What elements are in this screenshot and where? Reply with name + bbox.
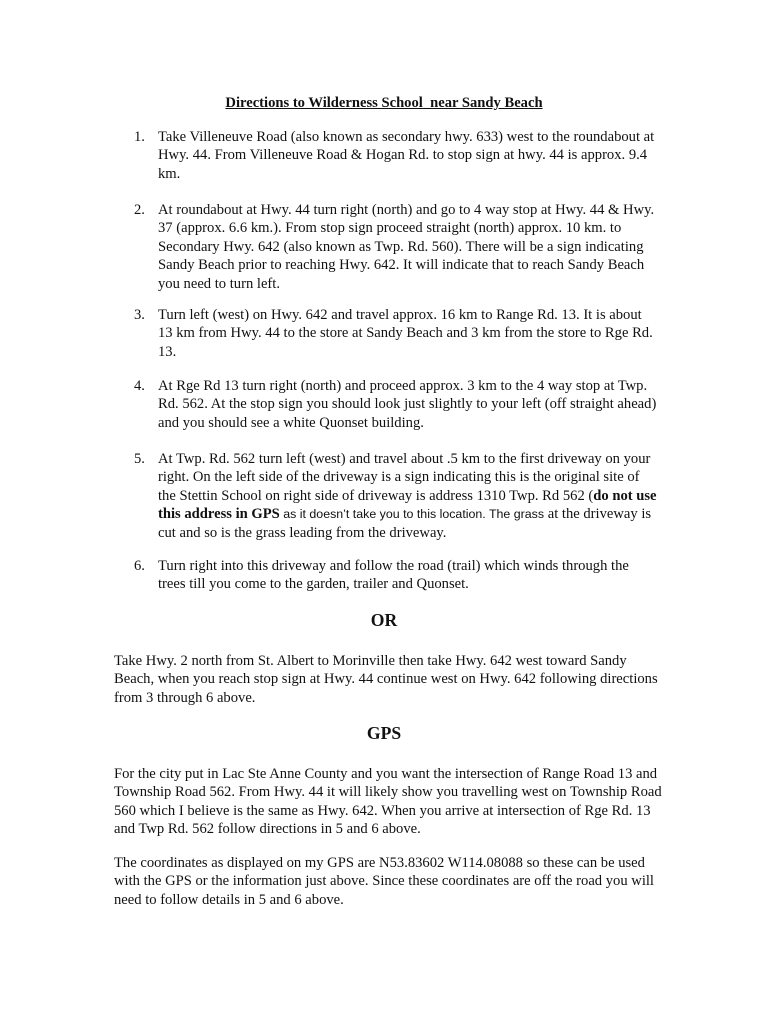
alternate-route-paragraph: Take Hwy. 2 north from St. Albert to Morinville then take Hwy. 642 west toward Sandy Beach, when you reach stop sign at Hwy. 44 continue west on Hwy. 642 following directions from 3 through 6 above. — [114, 653, 658, 706]
step-number: 3. — [134, 307, 145, 323]
document-title: Directions to Wilderness School near Sandy Beach — [225, 95, 543, 111]
step-text — [158, 450, 658, 542]
step-text: At Rge Rd 13 turn right (north) and proceed approx. 3 km to the 4 way stop at Twp. Rd. 562. At the stop sign you should look just slightly to your left (off straight ahead) and you should see a white Quonset building. — [158, 378, 657, 431]
step-number: 4. — [134, 378, 145, 394]
gps-warning-bold: do not use this address in GPS — [158, 487, 657, 523]
step-text: Turn left (west) on Hwy. 642 and travel approx. 16 km to Range Rd. 13. It is about 13 km from Hwy. 44 to the store at Sandy Beach and 3 km from the store to Rge Rd. 13. — [158, 307, 653, 360]
or-heading: OR — [370, 610, 398, 630]
step-text: Turn right into this driveway and follow the road (trail) which winds through the trees till you come to the garden, trailer and Quonset. — [158, 558, 629, 593]
step-number: 5. — [134, 451, 145, 467]
step-number: 6. — [134, 558, 145, 574]
step-text-sans: as it doesn’t take you to this location. The grass — [279, 507, 545, 522]
gps-coordinates-paragraph: The coordinates as displayed on my GPS are N53.83602 W114.08088 so these can be used with the GPS or the information just above. Since these coordinates are off the road you will need to follow details in 5 and 6 above. — [114, 855, 654, 908]
step-number: 1. — [134, 129, 145, 145]
gps-heading: GPS — [366, 723, 402, 743]
step-text: Take Villeneuve Road (also known as secondary hwy. 633) west to the roundabout at Hwy. 44. From Villeneuve Road & Hogan Rd. to stop sign at hwy. 44 is approx. 9.4 km. — [158, 129, 655, 182]
gps-paragraph: For the city put in Lac Ste Anne County and you want the intersection of Range Road 13 and Township Road 562. From Hwy. 44 it will likely show you travelling west on Township Road 560 which I believe is the same as Hwy. 642. When you arrive at intersection of Rge Rd. 13 and Twp Rd. 562 follow directions in 5 and 6 above. — [114, 766, 662, 838]
step-text-part: At Twp. Rd. 562 turn left (west) and travel about .5 km to the first driveway on your right. On the left side of the driveway is a sign indicating this is the original site of the Stettin School on right side of driveway is address 1310 Twp. Rd 562 ( — [158, 451, 651, 504]
step-text-part: at the driveway is cut and so is the grass leading from the driveway. — [158, 506, 652, 541]
step-text: At roundabout at Hwy. 44 turn right (north) and go to 4 way stop at Hwy. 44 & Hwy. 37 (approx. 6.6 km.). From stop sign proceed straight (north) approx. 10 km. to Secondary Hwy. 642 (also known as Twp. Rd. 560). There will be a sign indicating Sandy Beach prior to reaching Hwy. 642. It will indicate that to reach Sandy Beach you need to turn left. — [158, 202, 655, 292]
step-number: 2. — [134, 202, 145, 218]
